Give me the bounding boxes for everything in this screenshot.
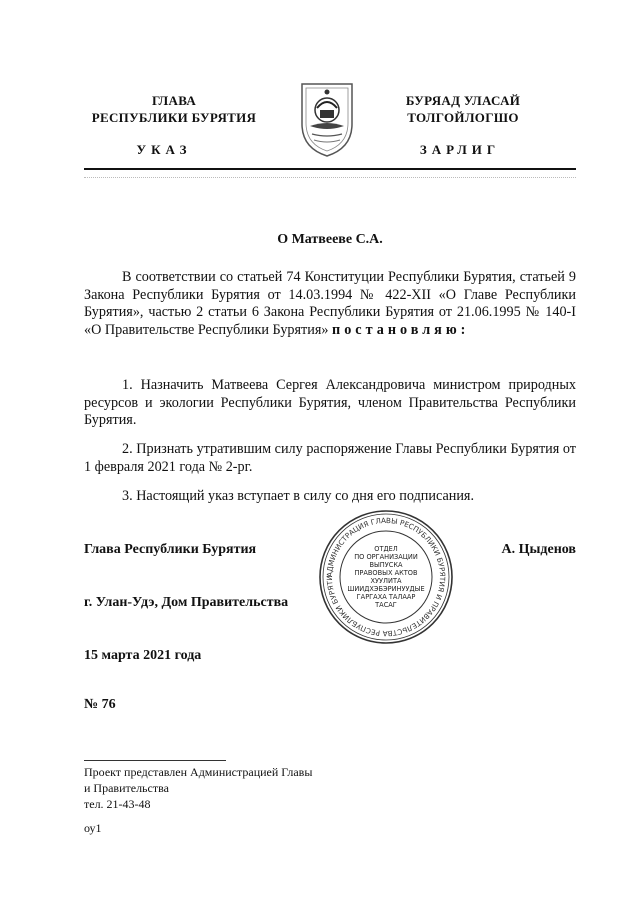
doc-type-ru: УКАЗ [136, 142, 192, 157]
header-right-line1: БУРЯАД УЛАСАЙ [405, 93, 521, 108]
signatory-position: Глава Республики Бурятия [84, 542, 257, 557]
stamp-center-line: ТАСАГ [375, 601, 397, 609]
header-right-line2: ТОЛГОЙЛОГШО [407, 110, 519, 125]
preamble-text: В соответствии со статьей 74 Конституции Республики Бурятия, статьей 9 Закона Республики Бурятия от 14.03.1994 № 422-XII «О Главе Республики Бурятия», частью 2 статьи 6 Закона Республики Бурятия от 21.06.1995 № 140-I «О Правительстве Республики Бурятия» [84, 269, 576, 338]
item-1-paragraph [84, 377, 576, 430]
stamp-center-line: ОТДЕЛ [374, 545, 398, 553]
header-right [388, 92, 538, 126]
stamp-center-line: ГАРГАХА ТАЛААР [356, 593, 416, 601]
official-stamp [316, 507, 456, 647]
footer-code: оу1 [84, 821, 102, 835]
footer-divider [84, 760, 226, 761]
stamp-center-line: ШИИДХЭБЭРИНУУДЫЕ [347, 585, 425, 593]
signing-date: 15 марта 2021 года [84, 648, 202, 663]
header-left-line1: ГЛАВА [151, 93, 197, 108]
item-2-paragraph [84, 441, 576, 476]
decree-number: № 76 [84, 697, 116, 712]
doc-type-bur: ЗАРЛИГ [419, 142, 501, 157]
item-1-text: 1. Назначить Матвеева Сергея Александровича министром природных ресурсов и экологии Республики Бурятия, членом Правительства Республики Бурятия. [84, 377, 576, 428]
header-left-line2: РЕСПУБЛИКИ БУРЯТИЯ [91, 110, 257, 125]
header-left [84, 92, 264, 126]
footer-line-2: и Правительства [84, 781, 169, 795]
item-3-paragraph [84, 488, 576, 506]
header-dotted-divider [84, 177, 576, 178]
decree-word: постановляю: [332, 321, 470, 338]
stamp-center-line: ВЫПУСКА [369, 561, 403, 569]
footer-block [84, 764, 312, 812]
stamp-center-line: ПО ОРГАНИЗАЦИИ [354, 553, 418, 561]
item-2-text: 2. Признать утратившим силу распоряжение Главы Республики Бурятия от 1 февраля 2021 года № 2-рг. [84, 441, 576, 475]
stamp-center-line: ПРАВОВЫХ АКТОВ [354, 569, 418, 577]
stamp-ring-text: АДМИНИСТРАЦИЯ ГЛАВЫ РЕСПУБЛИКИ БУРЯТИЯ И ПРАВИТЕЛЬСТВА РЕСПУБЛИКИ БУРЯТИ [324, 515, 448, 639]
footer-line-1: Проект представлен Администрацией Главы [84, 765, 313, 779]
stamp-center-line: ХУУЛИТА [370, 577, 402, 585]
preamble-paragraph [84, 269, 576, 339]
item-3-text: 3. Настоящий указ вступает в силу со дня его подписания. [122, 488, 475, 504]
header-divider [84, 168, 576, 170]
signatory-name: А. Цыденов [501, 542, 576, 557]
signing-place: г. Улан-Удэ, Дом Правительства [84, 595, 289, 610]
coat-of-arms-emblem [296, 78, 358, 160]
footer-phone: тел. 21-43-48 [84, 797, 151, 811]
page-title: О Матвееве С.А. [277, 232, 383, 247]
